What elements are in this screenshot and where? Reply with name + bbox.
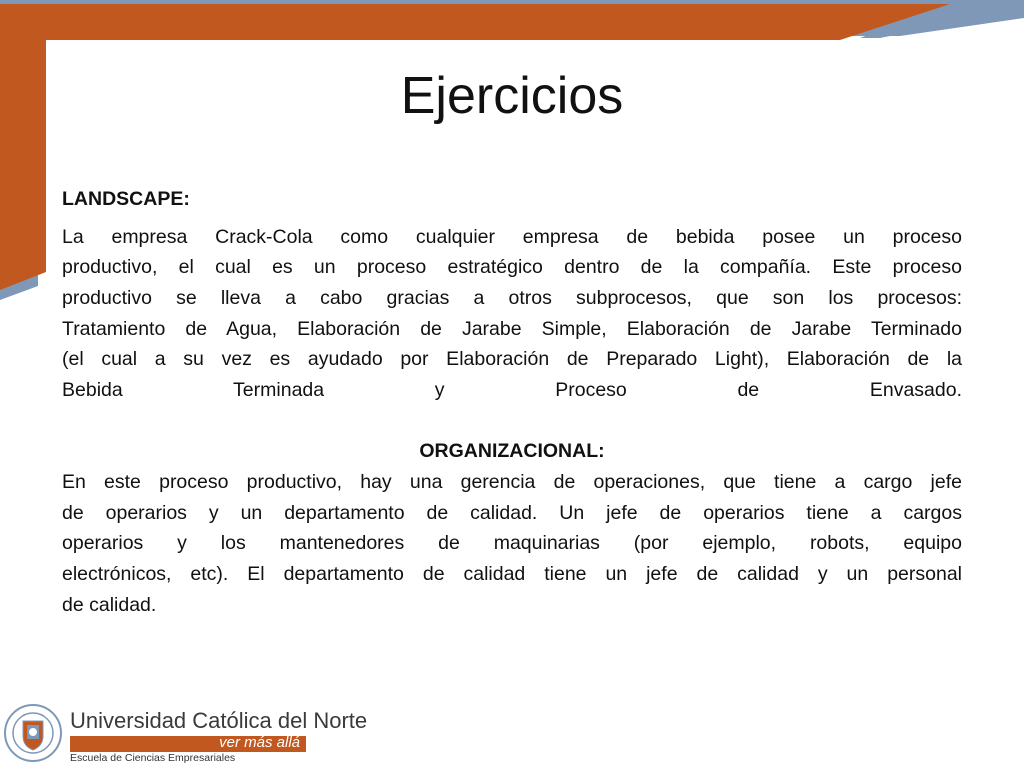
university-name: Universidad Católica del Norte — [70, 708, 368, 733]
university-seal-logo — [4, 704, 62, 762]
landscape-line: Tratamiento de Agua, Elaboración de Jarabe Simple, Elaboración de Jarabe Terminado — [62, 318, 962, 340]
organizational-line: de operarios y un departamento de calidad. Un jefe de operarios tiene a cargos — [62, 502, 962, 524]
organizational-heading: ORGANIZACIONAL: — [419, 440, 605, 462]
organizational-line: electrónicos, etc). El departamento de calidad tiene un jefe de calidad y un personal — [62, 563, 962, 585]
organizational-line: de calidad. — [62, 594, 157, 616]
organizational-line: operarios y los mantenedores de maquinarias (por ejemplo, robots, equipo — [62, 532, 962, 554]
landscape-line: Bebida Terminada y Proceso de Envasado. — [62, 379, 962, 401]
organizational-line: En este proceso productivo, hay una gerencia de operaciones, que tiene a cargo jefe — [62, 471, 962, 493]
slide-title: Ejercicios — [400, 67, 624, 125]
landscape-line: productivo, el cual es un proceso estratégico dentro de la compañía. Este proceso — [62, 256, 962, 278]
tagline: ver más allá — [219, 734, 300, 751]
school-name: Escuela de Ciencias Empresariales — [70, 752, 236, 764]
landscape-line: La empresa Crack-Cola como cualquier empresa de bebida posee un proceso — [62, 226, 962, 248]
landscape-line: (el cual a su vez es ayudado por Elaboración de Preparado Light), Elaboración de la — [62, 348, 962, 370]
landscape-line: productivo se lleva a cabo gracias a otros subprocesos, que son los procesos: — [62, 287, 962, 309]
tagline-bar — [70, 736, 306, 752]
landscape-heading: LANDSCAPE: — [62, 188, 190, 210]
